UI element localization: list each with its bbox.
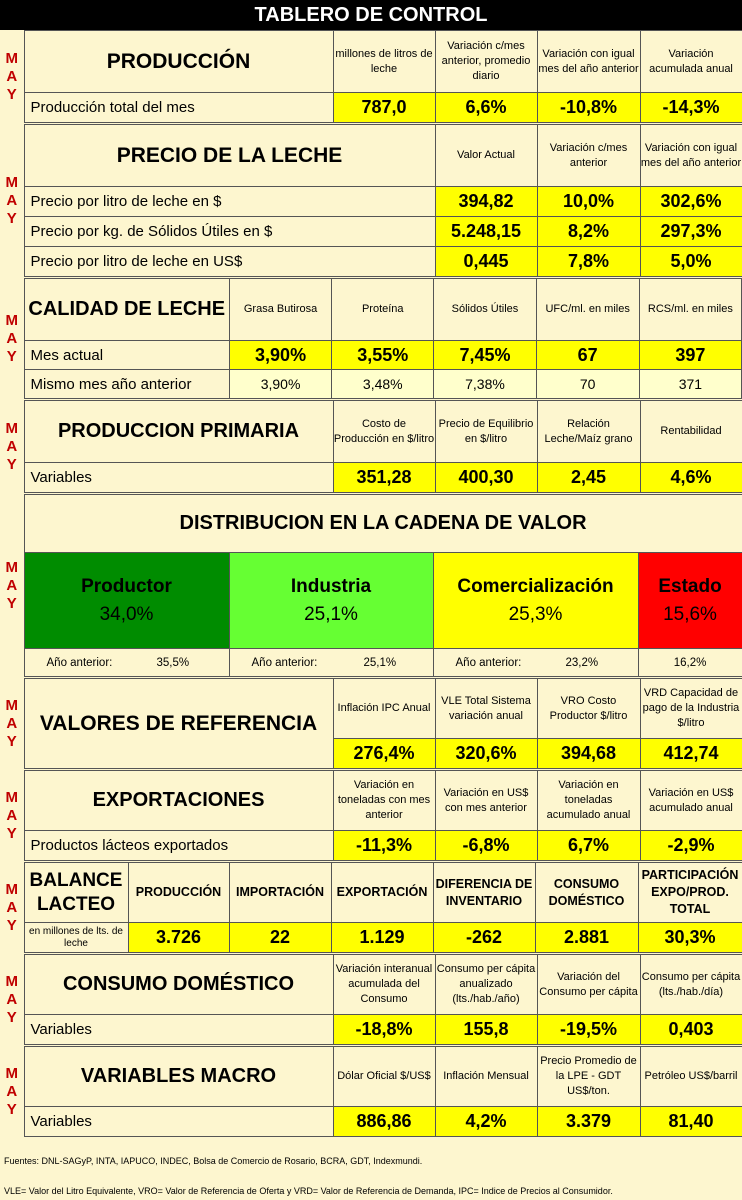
- month-label: M A Y: [0, 279, 24, 399]
- value-cell: 10,0%: [537, 187, 640, 217]
- column-header: UFC/ml. en miles: [536, 279, 639, 341]
- column-header: CONSUMO DOMÉSTICO: [535, 863, 638, 923]
- dashboard-title: TABLERO DE CONTROL: [0, 0, 742, 30]
- value-cell: 2,45: [537, 463, 640, 493]
- value-cell: 276,4%: [333, 739, 435, 769]
- distribution-segment-industria: [229, 553, 433, 649]
- column-header: VRO Costo Productor $/litro: [537, 679, 640, 739]
- section-title: EXPORTACIONES: [24, 771, 333, 831]
- value-cell: -14,3%: [640, 93, 742, 123]
- month-label: M A Y: [0, 31, 24, 123]
- column-header: DIFERENCIA DE INVENTARIO: [433, 863, 535, 923]
- section-consumo: [0, 954, 742, 1045]
- value-cell: 0,403: [640, 1015, 742, 1045]
- value-cell: 2.881: [535, 923, 638, 953]
- footer-sources: Fuentes: DNL-SAGyP, INTA, IAPUCO, INDEC, Bolsa de Comercio de Rosario, BCRA, GDT, Indexmundi.: [4, 1156, 423, 1166]
- value-cell: 81,40: [640, 1107, 742, 1137]
- column-header: Valor Actual: [435, 125, 537, 187]
- row-label: Productos lácteos exportados: [24, 831, 333, 861]
- month-label: M A Y: [0, 495, 24, 677]
- value-cell: 3,90%: [229, 370, 331, 399]
- column-header: Precio Promedio de la LPE - GDT US$/ton.: [537, 1047, 640, 1107]
- value-cell: -262: [433, 923, 535, 953]
- column-header: Costo de Producción en $/litro: [333, 401, 435, 463]
- month-label: M A Y: [0, 401, 24, 493]
- column-header: Variación en US$ con mes anterior: [435, 771, 537, 831]
- value-cell: 22: [229, 923, 331, 953]
- column-header: Rentabilidad: [640, 401, 742, 463]
- footer-notes: VLE= Valor del Litro Equivalente, VRO= Valor de Referencia de Oferta y VRD= Valor de Referencia de Demanda, IPC= Indice de Precios al Consumidor.: [4, 1186, 613, 1196]
- column-header: Consumo per cápita anualizado (lts./hab./año): [435, 955, 537, 1015]
- value-cell: 67: [536, 341, 639, 370]
- value-cell: 302,6%: [640, 187, 742, 217]
- previous-year-estado: 16,2%: [638, 649, 742, 677]
- value-cell: -10,8%: [537, 93, 640, 123]
- segment-value: 25,1%: [304, 603, 358, 625]
- row-label: Precio por kg. de Sólidos Útiles en $: [24, 217, 435, 247]
- column-header: Precio de Equilibrio en $/litro: [435, 401, 537, 463]
- row-label: Variables: [24, 1015, 333, 1045]
- distribution-segment-productor: [24, 553, 229, 649]
- month-label: M A Y: [0, 1047, 24, 1137]
- value-cell: -19,5%: [537, 1015, 640, 1045]
- section-title: PRODUCCIÓN: [24, 31, 333, 93]
- section-title: VALORES DE REFERENCIA: [24, 679, 333, 769]
- section-distribucion: [0, 494, 742, 677]
- value-cell: -11,3%: [333, 831, 435, 861]
- segment-value: 25,3%: [508, 603, 563, 625]
- column-header: Dólar Oficial $/US$: [333, 1047, 435, 1107]
- value-cell: 3,55%: [332, 341, 434, 370]
- value-cell: 3,90%: [229, 341, 331, 370]
- value-cell: 394,68: [537, 739, 640, 769]
- column-header: Relación Leche/Maíz grano: [537, 401, 640, 463]
- value-cell: -18,8%: [333, 1015, 435, 1045]
- column-header: PARTICIPACIÓN EXPO/PROD. TOTAL: [638, 863, 742, 923]
- value-cell: 397: [639, 341, 741, 370]
- value-cell: 3,48%: [332, 370, 434, 399]
- column-header: Inflación IPC Anual: [333, 679, 435, 739]
- previous-year-comercializacion: Año anterior: 23,2%: [433, 649, 638, 677]
- value-cell: 7,45%: [434, 341, 536, 370]
- row-label: Precio por litro de leche en US$: [24, 247, 435, 277]
- column-header: Variación interanual acumulada del Consumo: [333, 955, 435, 1015]
- unit-label: en millones de lts. de leche: [24, 923, 128, 953]
- column-header: VRD Capacidad de pago de la Industria $/litro: [640, 679, 742, 739]
- month-label: M A Y: [0, 863, 24, 953]
- section-referencia: [0, 678, 742, 769]
- distribution-segment-estado: [638, 553, 742, 649]
- segment-name: Industria: [290, 575, 372, 597]
- section-exportaciones: [0, 770, 742, 861]
- value-cell: 1.129: [331, 923, 433, 953]
- value-cell: 371: [639, 370, 741, 399]
- value-cell: 5.248,15: [435, 217, 537, 247]
- segment-value: 15,6%: [663, 603, 717, 625]
- column-header: VLE Total Sistema variación anual: [435, 679, 537, 739]
- value-cell: 400,30: [435, 463, 537, 493]
- value-cell: 30,3%: [638, 923, 742, 953]
- section-macro: [0, 1046, 742, 1137]
- column-header: Petróleo US$/barril: [640, 1047, 742, 1107]
- value-cell: 320,6%: [435, 739, 537, 769]
- section-precio: [0, 124, 742, 277]
- row-label: Mes actual: [24, 341, 229, 370]
- value-cell: 6,7%: [537, 831, 640, 861]
- column-header: Variación en US$ acumulado anual: [640, 771, 742, 831]
- column-header: Variación del Consumo per cápita: [537, 955, 640, 1015]
- column-header: Grasa Butirosa: [229, 279, 331, 341]
- row-label: Precio por litro de leche en $: [24, 187, 435, 217]
- value-cell: 6,6%: [435, 93, 537, 123]
- value-cell: -2,9%: [640, 831, 742, 861]
- column-header: Variación con igual mes del año anterior: [537, 31, 640, 93]
- value-cell: 394,82: [435, 187, 537, 217]
- segment-name: Productor: [81, 575, 172, 597]
- section-title: PRECIO DE LA LECHE: [24, 125, 435, 187]
- column-header: PRODUCCIÓN: [128, 863, 229, 923]
- value-cell: 297,3%: [640, 217, 742, 247]
- value-cell: 155,8: [435, 1015, 537, 1045]
- previous-year-industria: Año anterior: 25,1%: [229, 649, 433, 677]
- value-cell: 0,445: [435, 247, 537, 277]
- section-title: CALIDAD DE LECHE: [24, 279, 229, 341]
- segment-name: Comercialización: [457, 575, 614, 597]
- value-cell: 3.379: [537, 1107, 640, 1137]
- row-label: Variables: [24, 463, 333, 493]
- distribution-segment-comercializacion: [433, 553, 638, 649]
- value-cell: 4,2%: [435, 1107, 537, 1137]
- section-calidad: [0, 278, 742, 399]
- row-label: Mismo mes año anterior: [24, 370, 229, 399]
- section-title: BALANCE LACTEO: [24, 863, 128, 923]
- column-header: Proteína: [332, 279, 434, 341]
- value-cell: -6,8%: [435, 831, 537, 861]
- column-header: Variación c/mes anterior: [537, 125, 640, 187]
- column-header: Variación en toneladas con mes anterior: [333, 771, 435, 831]
- section-title: DISTRIBUCION EN LA CADENA DE VALOR: [24, 495, 742, 553]
- section-title: VARIABLES MACRO: [24, 1047, 333, 1107]
- value-cell: 4,6%: [640, 463, 742, 493]
- value-cell: 412,74: [640, 739, 742, 769]
- value-cell: 886,86: [333, 1107, 435, 1137]
- row-label: Producción total del mes: [24, 93, 333, 123]
- section-produccion-primaria: [0, 400, 742, 493]
- column-header: millones de litros de leche: [333, 31, 435, 93]
- segment-value: 34,0%: [99, 603, 154, 625]
- previous-year-productor: Año anterior: 35,5%: [24, 649, 229, 677]
- column-header: IMPORTACIÓN: [229, 863, 331, 923]
- column-header: Variación en toneladas acumulado anual: [537, 771, 640, 831]
- month-label: M A Y: [0, 125, 24, 277]
- month-label: M A Y: [0, 771, 24, 861]
- segment-name: Estado: [658, 575, 722, 597]
- value-cell: 7,38%: [434, 370, 536, 399]
- value-cell: 787,0: [333, 93, 435, 123]
- value-cell: 5,0%: [640, 247, 742, 277]
- column-header: Variación c/mes anterior, promedio diario: [435, 31, 537, 93]
- column-header: Inflación Mensual: [435, 1047, 537, 1107]
- column-header: Consumo per cápita (lts./hab./día): [640, 955, 742, 1015]
- month-label: M A Y: [0, 679, 24, 769]
- section-balance: [0, 862, 742, 953]
- value-cell: 70: [536, 370, 639, 399]
- value-cell: 8,2%: [537, 217, 640, 247]
- column-header: RCS/ml. en miles: [639, 279, 741, 341]
- value-cell: 7,8%: [537, 247, 640, 277]
- column-header: Variación acumulada anual: [640, 31, 742, 93]
- section-title: CONSUMO DOMÉSTICO: [24, 955, 333, 1015]
- value-cell: 3.726: [128, 923, 229, 953]
- column-header: EXPORTACIÓN: [331, 863, 433, 923]
- column-header: Variación con igual mes del año anterior: [640, 125, 742, 187]
- section-produccion: [0, 30, 742, 123]
- month-label: M A Y: [0, 955, 24, 1045]
- value-cell: 351,28: [333, 463, 435, 493]
- row-label: Variables: [24, 1107, 333, 1137]
- section-title: PRODUCCION PRIMARIA: [24, 401, 333, 463]
- column-header: Sólidos Útiles: [434, 279, 536, 341]
